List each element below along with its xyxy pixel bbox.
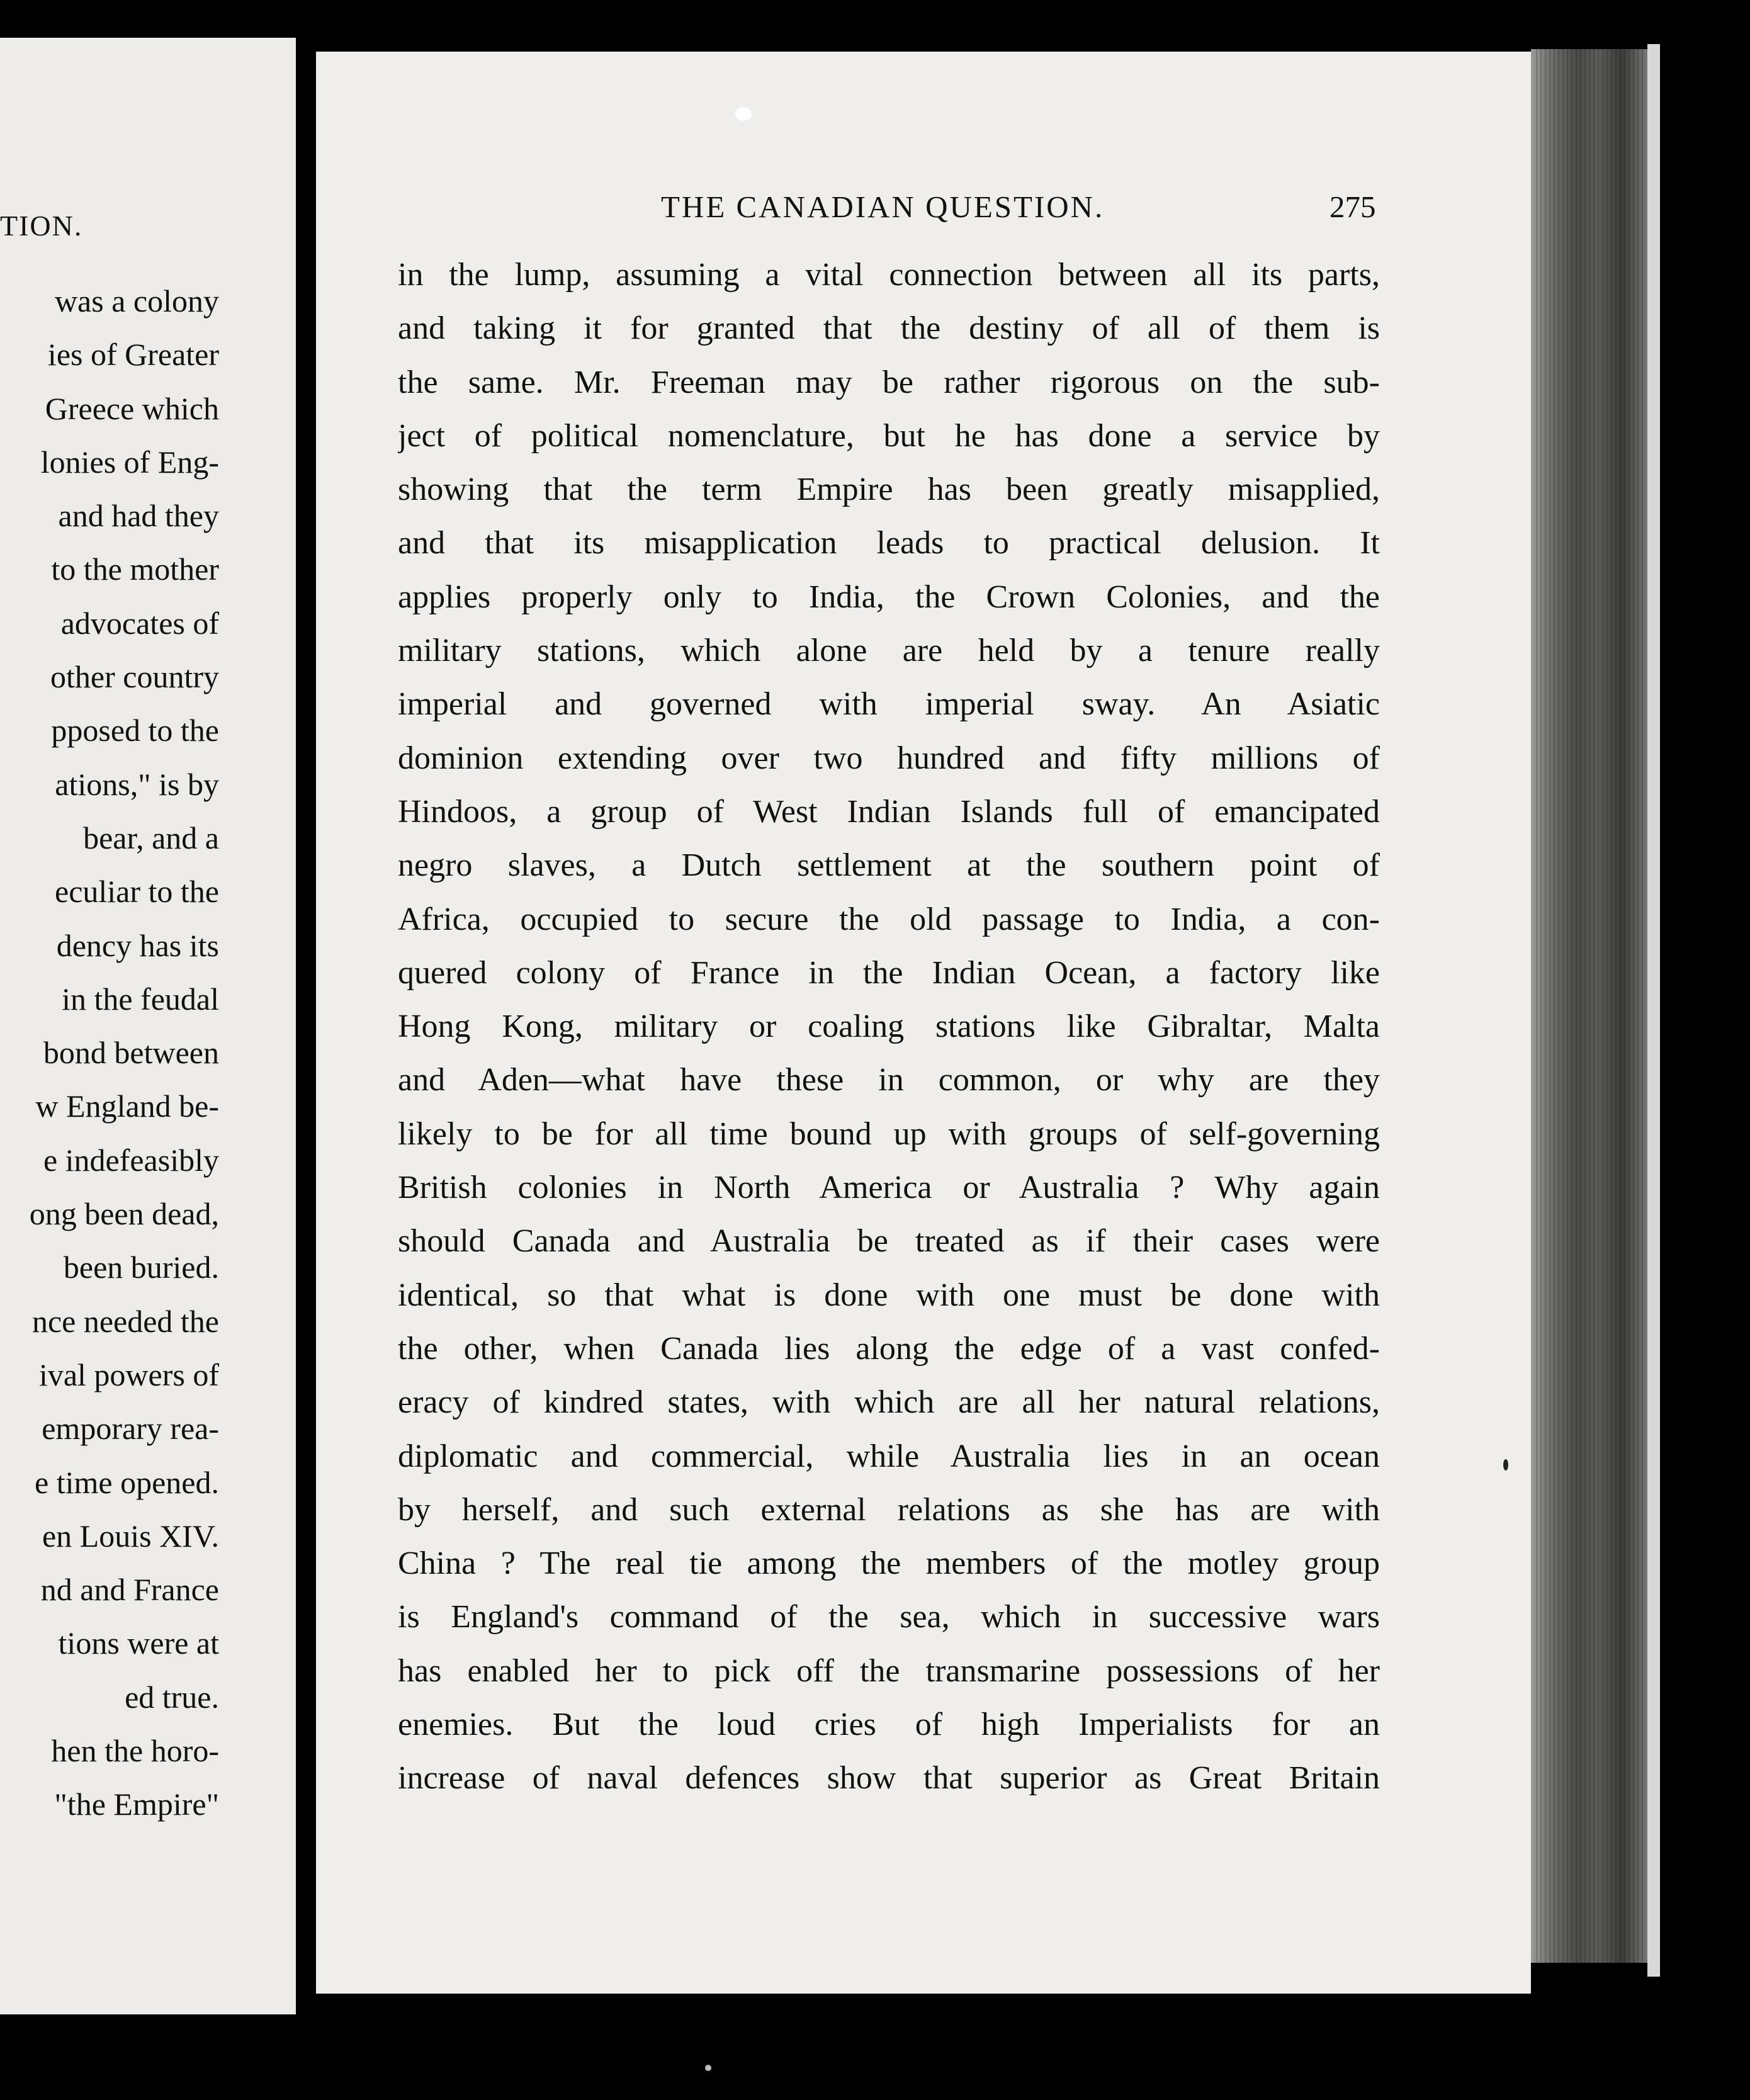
body-text-line [398,1490,1380,1544]
body-text-line [398,1007,1380,1060]
page-number: 275 [1329,189,1376,224]
body-text-line-content: should Canada and Australia be treated as if their cases were [398,1223,1380,1260]
left-text-line: ival powers of [38,1357,219,1392]
scan-speck [705,2065,711,2071]
left-text-line: w England be- [35,1088,219,1124]
body-text-line [398,900,1380,953]
left-text-line: Greece which [45,390,219,426]
left-text-line: other country [50,659,219,695]
body-text-line-content: Africa, occupied to secure the old passage to India, a con- [398,901,1380,937]
left-text-line: ies of Greater [47,337,219,373]
body-text-line [398,1275,1380,1329]
body-text-line-content: military stations, which alone are held by a tenure really [398,633,1380,669]
body-text-line-content: eracy of kindred states, with which are all her natural relations, [398,1384,1380,1421]
body-text-line-content: applies properly only to India, the Crown Colonies, and the [398,579,1380,615]
left-text-line: to the mother [51,551,219,587]
body-text-line [398,631,1380,684]
left-text-line: and had they [58,498,219,534]
left-text-line: e time opened. [35,1464,219,1500]
page-edges-texture [1536,49,1643,1963]
left-text-line: lonies of Eng- [40,444,219,480]
left-text-line: bond between [43,1035,219,1071]
body-text-line [398,1168,1380,1221]
body-text-line [398,1382,1380,1436]
left-text-line: "the Empire" [54,1787,219,1822]
left-text-line: ations," is by [55,766,219,802]
left-text-line: been buried. [63,1250,219,1285]
body-text-line-content: imperial and governed with imperial sway. An Asiatic [398,686,1380,723]
left-page-running-head: TION. [0,210,83,242]
left-text-line: hen the horo- [51,1733,219,1769]
body-text-line [398,1544,1380,1597]
left-text-line: ed true. [125,1679,219,1715]
body-text-line-content: dominion extending over two hundred and fifty millions of [398,740,1380,776]
left-text-line: pposed to the [51,713,219,748]
body-text-line-content: increase of naval defences show that superior as Great Britain [398,1760,1380,1797]
body-text-line-content: Hindoos, a group of West Indian Islands full of emancipated [398,793,1380,830]
body-text-line [398,1651,1380,1705]
body-text-line-content: has enabled her to pick off the transmarine possessions of her [398,1652,1380,1689]
body-text-line [398,1437,1380,1490]
left-text-line: nce needed the [31,1303,219,1339]
body-text-line [398,845,1380,899]
left-text-line: eculiar to the [55,874,219,910]
body-text-line-content: enemies. But the loud cries of high Imperialists for an [398,1707,1380,1743]
body-text-line [398,1758,1380,1812]
body-text-line-content: and that its misapplication leads to practical delusion. It [398,525,1380,562]
body-text-line [398,255,1380,308]
body-text-line-content: and Aden—what have these in common, or why are they [398,1062,1380,1098]
body-text [398,255,1380,1812]
page-gutter [296,38,316,2021]
body-text-line [398,308,1380,362]
body-text-line [398,1114,1380,1168]
body-text-line [398,523,1380,577]
body-text-line-content: identical, so that what is done with one must be done with [398,1277,1380,1313]
body-text-line [398,792,1380,845]
body-text-line-content: quered colony of France in the Indian Ocean, a factory like [398,954,1380,991]
body-text-line-content: ject of political nomenclature, but he has done a service by [398,417,1380,454]
left-text-line: dency has its [56,927,219,963]
body-text-line [398,470,1380,523]
left-text-line: emporary rea- [42,1411,219,1447]
left-text-line: in the feudal [62,981,219,1017]
body-text-line-content: showing that the term Empire has been greatly misapplied, [398,471,1380,508]
body-text-line-content: negro slaves, a Dutch settlement at the southern point of [398,847,1380,884]
body-text-line [398,953,1380,1007]
body-text-line [398,416,1380,470]
left-page [0,38,296,2014]
left-text-line: tions were at [58,1625,219,1661]
body-text-line-content: is England's command of the sea, which in successive wars [398,1599,1380,1635]
left-text-line: nd and France [40,1572,219,1608]
body-text-line-content: Hong Kong, military or coaling stations like Gibraltar, Malta [398,1008,1380,1045]
body-text-line-content: diplomatic and commercial, while Australia lies in an ocean [398,1438,1380,1474]
body-text-line-content: China ? The real tie among the members of the motley group [398,1545,1380,1582]
left-page-text [0,282,219,1839]
left-text-line: was a colony [54,283,219,319]
running-head: THE CANADIAN QUESTION. [661,189,1105,224]
left-text-line: en Louis XIV. [42,1518,219,1554]
left-text-line: e indefeasibly [43,1142,219,1178]
book-cover-edge [1647,44,1660,1977]
left-text-line: advocates of [60,605,219,641]
body-text-line-content: in the lump, assuming a vital connection between all its parts, [398,257,1380,293]
body-text-line-content: and taking it for granted that the destiny of all of them is [398,310,1380,347]
body-text-line-content: likely to be for all time bound up with groups of self-governing [398,1115,1380,1152]
body-text-line-content: British colonies in North America or Australia ? Why again [398,1170,1380,1206]
body-text-line [398,1060,1380,1114]
body-text-line [398,1329,1380,1382]
body-text-line [398,1597,1380,1651]
body-text-line [398,1221,1380,1275]
body-text-line [398,1705,1380,1758]
body-text-line [398,363,1380,416]
body-text-line-content: by herself, and such external relations as she has are with [398,1491,1380,1528]
body-text-line [398,577,1380,631]
body-text-line [398,684,1380,738]
left-text-line: ong been dead, [29,1196,219,1232]
scan-speck [1503,1459,1508,1471]
left-text-line: bear, and a [83,820,219,855]
body-text-line [398,738,1380,792]
body-text-line-content: the same. Mr. Freeman may be rather rigorous on the sub- [398,364,1380,400]
scan-speck [735,107,752,121]
body-text-line-content: the other, when Canada lies along the edge of a vast confed- [398,1330,1380,1367]
